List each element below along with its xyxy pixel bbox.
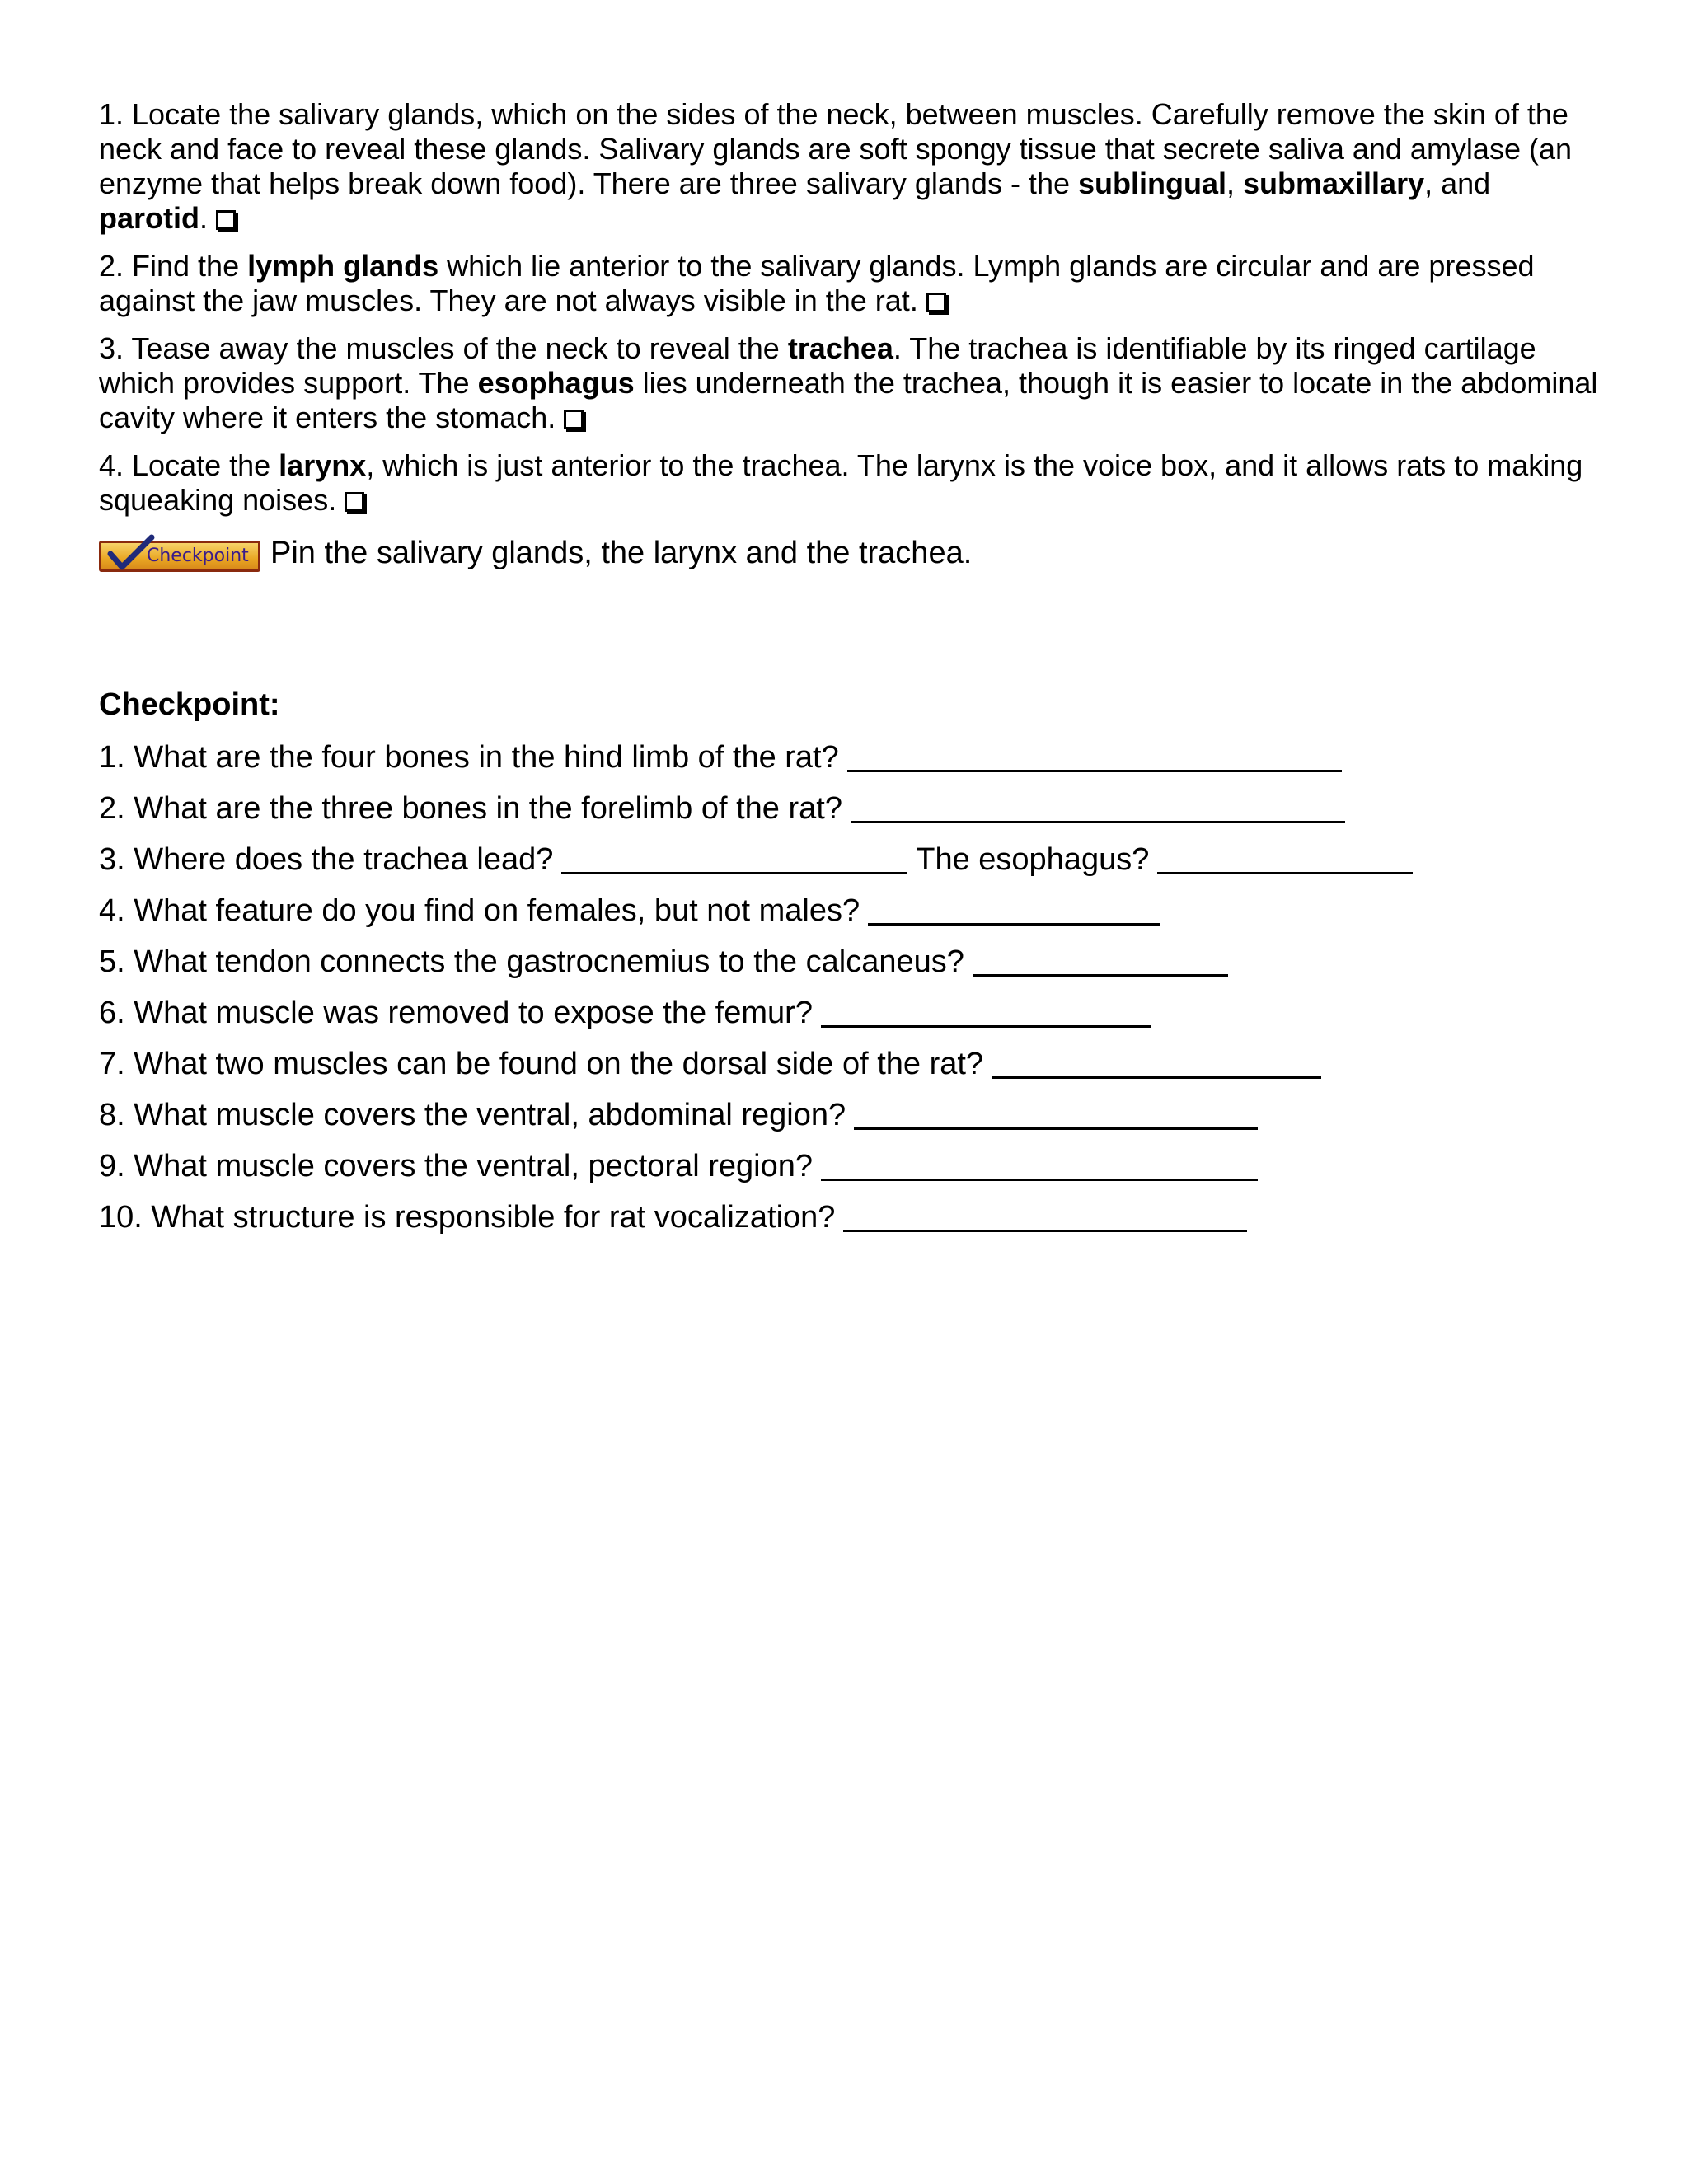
step-text: lies underneath the trachea, though it is easier to locate in the abdominal cavity where it enters the stomach. [99,366,1598,434]
answer-blank[interactable] [854,1098,1258,1130]
question-text: 1. What are the four bones in the hind limb of the rat? [99,740,839,775]
step-text: which lie anterior to the salivary glands. Lymph glands are circular and are pressed against the jaw muscles. They are not always visible in the rat. [99,249,1535,317]
question-4 [99,893,1599,944]
term-esophagus: esophagus [477,366,635,400]
question-2 [99,790,1599,841]
step-text: , [1226,166,1243,200]
step-text: 4. Locate the [99,448,279,482]
checkpoint-heading: Checkpoint: [99,687,280,722]
step-text: 1. Locate the salivary glands, which on the sides of the neck, between muscles. Carefully remove the skin of the neck and face to reveal these glands. Salivary glands are soft spongy tissue that secrete saliva and amylase (an enzyme that helps break down food). There are three salivary glands - the [99,97,1573,200]
checkpoint-badge-label: Checkpoint [147,546,249,566]
checkpoint-instruction: Pin the salivary glands, the larynx and the trachea. [270,535,973,570]
question-text: 6. What muscle was removed to expose the femur? [99,996,813,1030]
question-text: 5. What tendon connects the gastrocnemius to the calcaneus? [99,944,964,979]
question-text: 10. What structure is responsible for rat vocalization? [99,1200,836,1235]
question-text: 4. What feature do you find on females, but not males? [99,893,860,928]
checkbox-icon[interactable] [345,492,364,512]
question-1 [99,739,1599,790]
step-text: 3. Tease away the muscles of the neck to reveal the [99,331,788,365]
question-5 [99,944,1599,995]
question-text: 2. What are the three bones in the forelimb of the rat? [99,791,842,826]
step-text: . The trachea is identifiable by its ringed cartilage which provides support. The [99,331,1536,400]
answer-blank[interactable] [843,1200,1247,1232]
question-text: 7. What two muscles can be found on the dorsal side of the rat? [99,1047,984,1081]
step-text: , and [1424,166,1491,200]
question-6 [99,995,1599,1046]
term-lymph-glands: lymph glands [247,249,439,283]
answer-blank[interactable] [868,893,1160,926]
step-text: 2. Find the [99,249,248,283]
answer-blank[interactable] [561,842,907,874]
answer-blank[interactable] [821,996,1151,1028]
step-text: . [199,201,209,235]
step-3 [99,331,1599,435]
answer-blank[interactable] [1157,842,1413,874]
step-4 [99,448,1599,518]
term-submaxillary: submaxillary [1243,166,1425,200]
term-parotid: parotid [99,201,199,235]
question-7 [99,1046,1599,1097]
question-text: 8. What muscle covers the ventral, abdominal region? [99,1098,846,1132]
question-3 [99,841,1599,893]
answer-blank[interactable] [851,791,1345,823]
question-text-esophagus: The esophagus? [916,842,1150,877]
answer-blank[interactable] [992,1047,1321,1079]
checkbox-icon[interactable] [926,293,946,312]
term-larynx: larynx [279,448,367,482]
term-trachea: trachea [787,331,893,365]
question-9 [99,1148,1599,1199]
question-text: 9. What muscle covers the ventral, pectoral region? [99,1149,813,1183]
answer-blank[interactable] [847,740,1342,772]
step-1 [99,97,1599,236]
question-8 [99,1097,1599,1148]
checkpoint-badge [99,534,260,572]
term-sublingual: sublingual [1077,166,1226,200]
checkbox-icon[interactable] [564,410,584,429]
worksheet-page [99,97,1599,1250]
answer-blank[interactable] [821,1149,1258,1181]
question-10 [99,1199,1599,1250]
checkpoint-instruction-line [99,534,1599,572]
step-text: , which is just anterior to the trachea. The larynx is the voice box, and it allows rats to making squeaking noises. [99,448,1583,517]
step-2 [99,249,1599,318]
checkbox-icon[interactable] [216,210,236,230]
question-text: 3. Where does the trachea lead? [99,842,554,877]
answer-blank[interactable] [973,944,1228,977]
